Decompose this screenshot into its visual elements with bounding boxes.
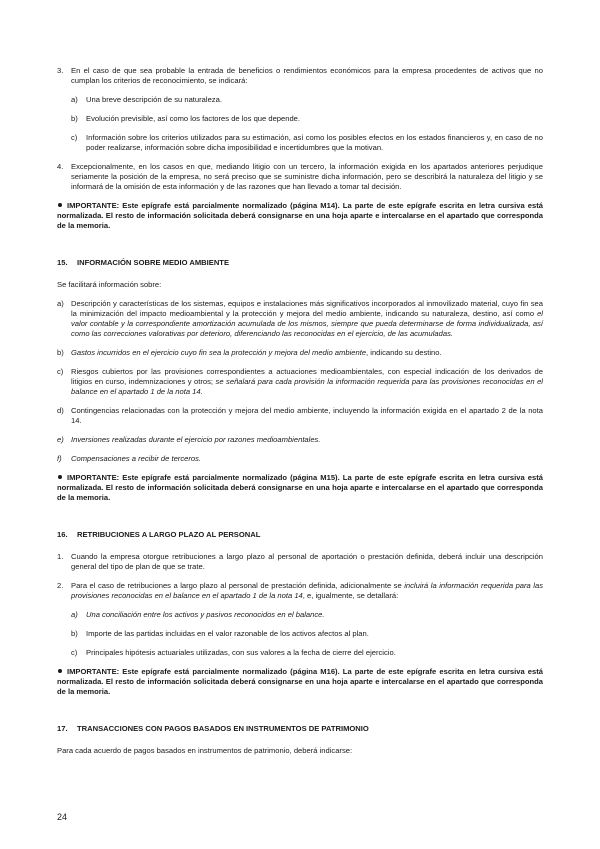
italic-run: incluirá la información requerida para las provisiones reconocidas en el balance en el apartado 1 de la nota 14 [71, 581, 543, 600]
section-heading [57, 258, 543, 268]
section-intro: Se facilitará información sobre: [57, 280, 162, 289]
important-text: IMPORTANTE: Este epígrafe está parcialmente normalizado (página M15). La parte de este epígrafe escrita en letra cursiva está normalizada. El resto de información solicitada deberá consignarse en una hoja aparte e intercalarse en el apartado que corresponda de la memoria. [57, 473, 543, 502]
list-item [57, 552, 543, 572]
item-marker: c) [71, 133, 78, 142]
item-text: Información sobre los criterios utilizados para su estimación, así como los posibles efectos en los estados financieros y, en caso de no poder realizarse, información sobre dicha imposibilidad e incertidumbres que la motivan. [86, 133, 543, 152]
important-note [57, 473, 543, 503]
page-number: 24 [57, 812, 68, 822]
section-heading [57, 530, 543, 540]
item-marker: c) [57, 367, 64, 376]
italic-run: Gastos incurridos en el ejercicio cuyo fin sea la protección y mejora del medio ambiente [71, 348, 367, 357]
important-note [57, 201, 543, 231]
bullet-icon [58, 475, 62, 479]
section-title: TRANSACCIONES CON PAGOS BASADOS EN INSTRUMENTOS DE PATRIMONIO [77, 724, 369, 733]
section-number: 16. [57, 530, 68, 539]
item-text [71, 581, 543, 601]
item-text: Compensaciones a recibir de terceros. [71, 454, 201, 463]
item-marker: b) [57, 348, 64, 357]
item-marker: 1. [57, 552, 64, 561]
list-item [57, 162, 543, 192]
important-text: IMPORTANTE: Este epígrafe está parcialmente normalizado (página M14). La parte de este epígrafe escrita en letra cursiva está normalizada. El resto de información solicitada deberá consignarse en una hoja aparte e intercalarse en el apartado que corresponda de la memoria. [57, 201, 543, 230]
item-marker: b) [71, 629, 78, 638]
item-text [71, 367, 543, 397]
item-marker: a) [71, 95, 78, 104]
text-run: Para el caso de retribuciones a largo plazo al personal de prestación definida, adicionalmente se [71, 581, 405, 590]
sub-item [71, 133, 543, 153]
bullet-icon [58, 203, 62, 207]
item-marker: 3. [57, 66, 64, 75]
list-item [57, 348, 543, 358]
list-item [57, 581, 543, 601]
item-text: En el caso de que sea probable la entrada de beneficios o rendimientos económicos para la empresa procedentes de activos que no cumplan los criterios de reconocimiento, se indicará: [71, 66, 543, 85]
item-marker: 4. [57, 162, 64, 171]
item-marker: 2. [57, 581, 64, 590]
section-title: RETRIBUCIONES A LARGO PLAZO AL PERSONAL [77, 530, 261, 539]
section-number: 15. [57, 258, 68, 267]
sub-item [71, 629, 543, 639]
item-marker: f) [57, 454, 62, 463]
item-marker: d) [57, 406, 64, 415]
item-marker: e) [57, 435, 64, 444]
section-intro: Para cada acuerdo de pagos basados en instrumentos de patrimonio, deberá indicarse: [57, 746, 353, 755]
italic-run: se señalará para cada provisión la información requerida para las provisiones reconocidas en el balance en el apartado 1 de la nota 14. [71, 377, 543, 396]
list-item [57, 406, 543, 426]
sub-item [71, 610, 543, 620]
item-text: Una breve descripción de su naturaleza. [86, 95, 222, 104]
sub-item [71, 95, 543, 105]
text-run: Riesgos cubiertos por las provisiones correspondientes a actuaciones medioambientales, con especial indicación de los derivados de litigios en curso, indemnizaciones y otros; [71, 367, 543, 386]
item-text: Importe de las partidas incluidas en el valor razonable de los activos afectos al plan. [86, 629, 369, 638]
list-item [57, 66, 543, 86]
item-text: Excepcionalmente, en los casos en que, mediando litigio con un tercero, la información exigida en los apartados anteriores perjudique seriamente la posición de la empresa, no será preciso que se suministre dicha información, pero se describirá la naturaleza del litigio y se informará de la omisión de esta información y de las razones que han llevado a tomar tal decisión. [71, 162, 543, 191]
item-marker: a) [71, 610, 78, 619]
item-marker: c) [71, 648, 78, 657]
text-run: , e, igualmente, se detallará: [302, 591, 399, 600]
item-text: Evolución previsible, así como los factores de los que depende. [86, 114, 301, 123]
italic-run: el valor contable y la correspondiente amortización acumulada de los mismos, siempre que pueda determinarse de forma individualizada, así como las correcciones valorativas por deterioro, diferenciando las reconocidas en el ejercicio, de las acumuladas. [71, 309, 543, 338]
section-title: INFORMACIÓN SOBRE MEDIO AMBIENTE [77, 258, 230, 267]
item-text: Inversiones realizadas durante el ejercicio por razones medioambientales. [71, 435, 321, 444]
item-text: Principales hipótesis actuariales utilizadas, con sus valores a la fecha de cierre del ejercicio. [86, 648, 396, 657]
list-item [57, 435, 543, 445]
bullet-icon [58, 669, 62, 673]
list-item [57, 299, 543, 339]
section-number: 17. [57, 724, 68, 733]
text-run: , indicando su destino. [366, 348, 442, 357]
list-item [57, 367, 543, 397]
section-heading [57, 724, 543, 734]
item-marker: a) [57, 299, 64, 308]
text-run: Descripción y características de los sistemas, equipos e instalaciones más significativos incorporados al inmovilizado material, cuyo fin sea la minimización del impacto medioambiental y la protección y mejora del medio ambiente, indicando su naturaleza, destino, así como [71, 299, 543, 318]
important-text: IMPORTANTE: Este epígrafe está parcialmente normalizado (página M16). La parte de este epígrafe escrita en letra cursiva está normalizada. El resto de información solicitada deberá consignarse en una hoja aparte e intercalarse en el apartado que corresponda de la memoria. [57, 667, 543, 696]
item-text [71, 348, 543, 358]
item-text [71, 299, 543, 339]
list-item [57, 454, 543, 464]
item-text: Contingencias relacionadas con la protección y mejora del medio ambiente, incluyendo la información exigida en el apartado 2 de la nota 14. [71, 406, 543, 425]
item-marker: b) [71, 114, 78, 123]
sub-item [71, 648, 543, 658]
important-note [57, 667, 543, 697]
document-page [57, 66, 543, 765]
item-text: Cuando la empresa otorgue retribuciones a largo plazo al personal de aportación o prestación definida, deberá incluir una descripción general del tipo de plan de que se trate. [71, 552, 543, 571]
sub-item [71, 114, 543, 124]
item-text: Una conciliación entre los activos y pasivos reconocidos en el balance. [86, 610, 325, 619]
